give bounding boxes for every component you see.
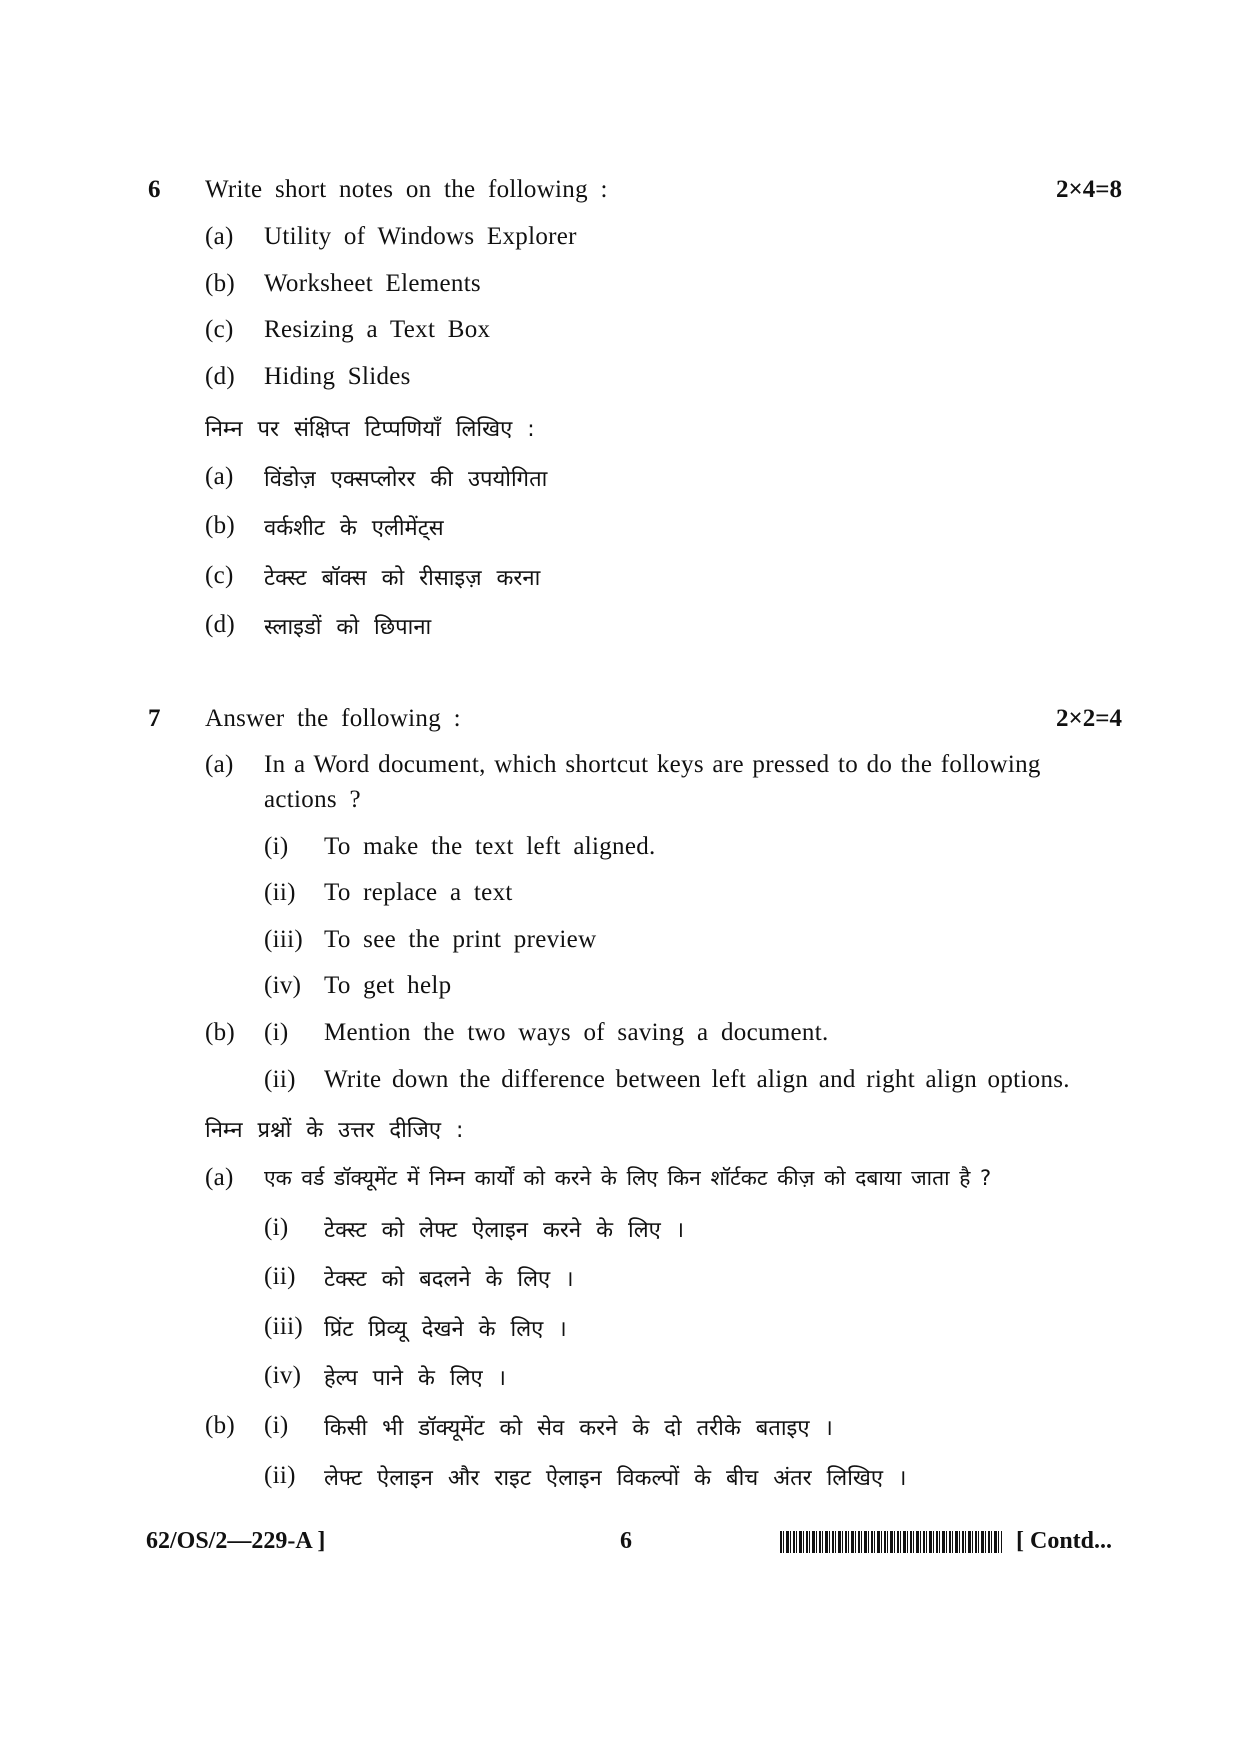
question-7-text-en: Answer the following : (205, 705, 461, 732)
q6-item-a-text: Utility of Windows Explorer (264, 223, 577, 250)
q7-part-b-label: (b) (205, 1019, 236, 1046)
q7-hi-part-a-text: एक वर्ड डॉक्यूमेंट में निम्न कार्यों को करने के लिए किन शॉर्टकट कीज़ को दबाया जाता है ? (264, 1166, 992, 1190)
q7-hi-a-sub-ii-text: टेक्स्ट को बदलने के लिए । (324, 1267, 574, 1292)
q7-hi-a-sub-iv-label: (iv) (264, 1362, 302, 1389)
q7-a-sub-i-label: (i) (264, 833, 289, 860)
q6-item-d-label: (d) (205, 363, 236, 390)
q7-hi-a-sub-i-text: टेक्स्ट को लेफ्ट ऐलाइन करने के लिए । (324, 1218, 685, 1243)
q6-item-a-label: (a) (205, 223, 234, 250)
q7-a-sub-i-text: To make the text left aligned. (324, 833, 656, 860)
barcode-icon (780, 1531, 1002, 1553)
q7-a-sub-ii-text: To replace a text (324, 879, 513, 906)
q6-hi-item-a-text: विंडोज़ एक्सप्लोरर की उपयोगिता (264, 467, 548, 492)
footer-paper-code: 62/OS/2—229-A ] (146, 1528, 326, 1554)
q6-hi-item-d-text: स्लाइडों को छिपाना (264, 615, 432, 640)
question-7-marks: 2×2=4 (1056, 705, 1122, 732)
q7-part-a-label: (a) (205, 751, 234, 778)
q6-item-b-label: (b) (205, 270, 236, 297)
q7-hi-a-sub-ii-label: (ii) (264, 1263, 296, 1290)
q7-a-sub-iii-label: (iii) (264, 926, 303, 953)
q7-b-sub-i-text: Mention the two ways of saving a document. (324, 1019, 829, 1046)
q7-b-sub-ii-label: (ii) (264, 1066, 296, 1093)
q7-b-sub-ii-text: Write down the difference between left align and right align options. (324, 1066, 1070, 1093)
q7-hi-a-sub-iv-text: हेल्प पाने के लिए । (324, 1366, 507, 1391)
q7-hi-a-sub-iii-text: प्रिंट प्रिव्यू देखने के लिए । (324, 1317, 567, 1342)
question-7-text-hi: निम्न प्रश्नों के उत्तर दीजिए : (205, 1118, 464, 1143)
q6-item-c-label: (c) (205, 316, 234, 343)
q7-hi-b-sub-i-label: (i) (264, 1412, 289, 1439)
q7-a-sub-ii-label: (ii) (264, 879, 296, 906)
q7-hi-part-a-label: (a) (205, 1164, 234, 1191)
q7-a-sub-iii-text: To see the print preview (324, 926, 597, 953)
question-6-marks: 2×4=8 (1056, 176, 1122, 203)
footer-page-number: 6 (620, 1528, 632, 1554)
footer-contd: [ Contd... (1016, 1528, 1113, 1554)
q7-hi-a-sub-iii-label: (iii) (264, 1313, 303, 1340)
q7-hi-part-b-label: (b) (205, 1412, 236, 1439)
q7-b-sub-i-label: (i) (264, 1019, 289, 1046)
q7-hi-b-sub-i-text: किसी भी डॉक्यूमेंट को सेव करने के दो तरीके बताइए । (324, 1416, 833, 1441)
q7-hi-b-sub-ii-text: लेफ्ट ऐलाइन और राइट ऐलाइन विकल्पों के बीच अंतर लिखिए । (324, 1466, 907, 1491)
question-6-text-en: Write short notes on the following : (205, 176, 608, 203)
q7-hi-b-sub-ii-label: (ii) (264, 1462, 296, 1489)
q6-hi-item-a-label: (a) (205, 463, 234, 490)
q6-hi-item-b-label: (b) (205, 512, 236, 539)
q7-a-sub-iv-text: To get help (324, 972, 452, 999)
q7-a-sub-iv-label: (iv) (264, 972, 302, 999)
q6-item-b-text: Worksheet Elements (264, 270, 481, 297)
q6-hi-item-c-text: टेक्स्ट बॉक्स को रीसाइज़ करना (264, 566, 541, 591)
q6-hi-item-d-label: (d) (205, 611, 236, 638)
question-7-number: 7 (148, 705, 161, 732)
q7-part-a-text-line2: actions ? (264, 786, 361, 813)
q6-hi-item-b-text: वर्कशीट के एलीमेंट्स (264, 516, 444, 541)
q6-hi-item-c-label: (c) (205, 562, 234, 589)
q6-item-c-text: Resizing a Text Box (264, 316, 491, 343)
question-6-text-hi: निम्न पर संक्षिप्त टिप्पणियाँ लिखिए : (205, 417, 535, 442)
question-6-number: 6 (148, 176, 161, 203)
q7-hi-a-sub-i-label: (i) (264, 1214, 289, 1241)
q6-item-d-text: Hiding Slides (264, 363, 411, 390)
q7-part-a-text-line1: In a Word document, which shortcut keys are pressed to do the following (264, 751, 1041, 778)
